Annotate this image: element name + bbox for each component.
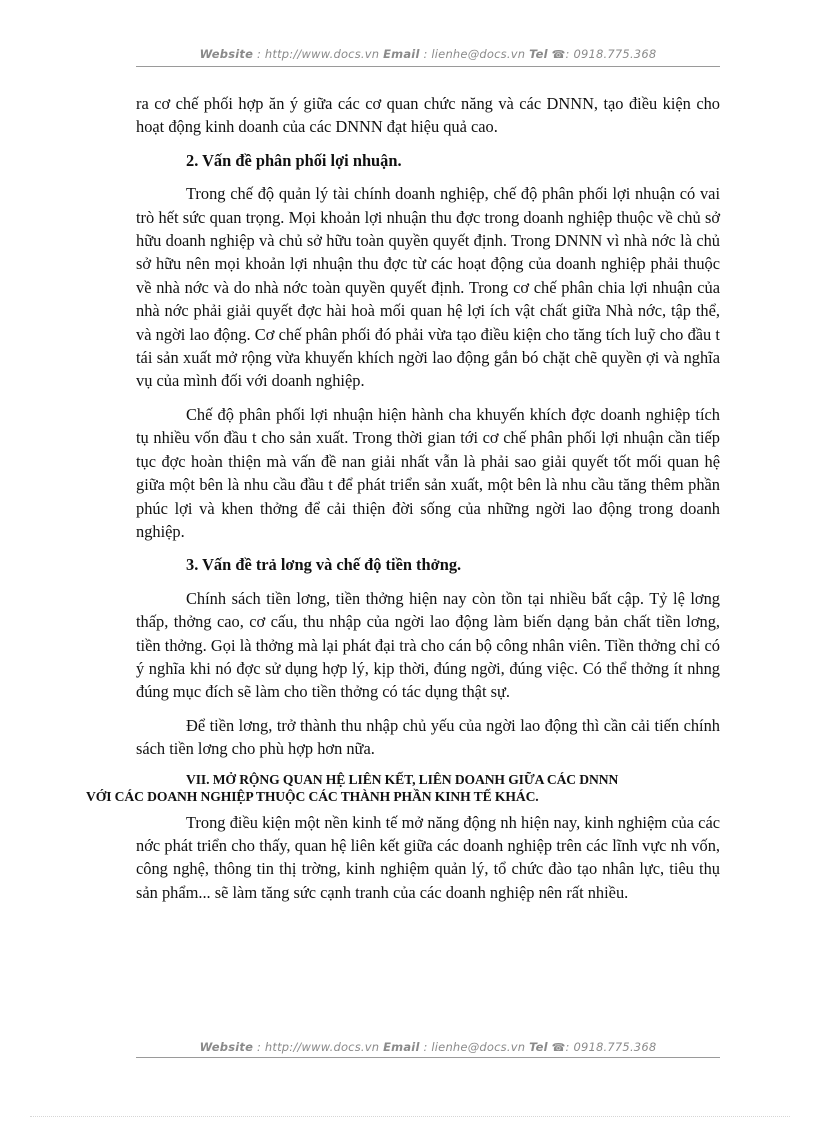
header-website-label: Website: [199, 47, 254, 61]
footer-website-value[interactable]: : http://www.docs.vn: [253, 1040, 384, 1054]
section-vii-paragraph: Trong điều kiện một nền kinh tế mở năng động nh hiện nay, kinh nghiệm của các nớc phát triển cho thấy, quan hệ liên kết giữa các doanh nghiệp trên các lĩnh vực nh vốn, công nghệ, thông tin thị trờng, kinh nghiệm quản lý, tổ chức đào tạo nhân lực, tiêu thụ sản phẩm... sẽ làm tăng sức cạnh tranh của các doanh nghiệp nên rất nhiều.: [136, 812, 720, 902]
section-3-paragraph-1: Chính sách tiền lơng, tiền thởng hiện nay còn tồn tại nhiều bất cập. Tỷ lệ lơng thấp, thởng cao, cơ cấu, thu nhập của ngời lao động làm biến dạng bản chất tiền lơng, tiền thởng. Gọi là thởng mà lại phát đại trà cho cán bộ công nhân viên. Tiền thởng chỉ có ý nghĩa khi nó đợc sử dụng hợp lý, kịp thời, đúng ngời, đúng việc. Có thể thởng ít nhng đúng mục đích sẽ làm cho tiền thởng có tác dụng thật sự.: [136, 588, 720, 702]
section-3-heading: 3. Vấn đề trả lơng và chế độ tiền thởng.: [186, 555, 462, 575]
footer-divider: [136, 1057, 720, 1058]
section-3-paragraph-2: Để tiền lơng, trở thành thu nhập chủ yếu của ngời lao động thì cần cải tiến chính sách tiền lơng cho phù hợp hơn nữa.: [136, 715, 720, 759]
section-vii-heading-line-2: VỚI CÁC DOANH NGHIỆP THUỘC CÁC THÀNH PHẦN KINH TẾ KHÁC.: [86, 788, 539, 804]
section-vii-heading-line-1: VII. MỞ RỘNG QUAN HỆ LIÊN KẾT, LIÊN DOANH GIỮA CÁC DNNN: [186, 771, 619, 787]
footer-tel-label: Tel: [529, 1040, 548, 1054]
page-bottom-dotted-line: [30, 1116, 790, 1117]
header-email-value[interactable]: : lienhe@docs.vn: [419, 47, 530, 61]
header-tel-value: : 0918.775.368: [565, 47, 657, 61]
phone-icon: ☎: [551, 48, 566, 61]
footer-website-label: Website: [199, 1040, 254, 1054]
footer-tel-value: : 0918.775.368: [565, 1040, 657, 1054]
header-website-value[interactable]: : http://www.docs.vn: [253, 47, 384, 61]
header-email-label: Email: [383, 47, 420, 61]
section-2-heading: 2. Vấn đề phân phối lợi nhuận.: [186, 150, 402, 170]
section-2-paragraph-1: Trong chế độ quản lý tài chính doanh nghiệp, chế độ phân phối lợi nhuận có vai trò hết sức quan trọng. Mọi khoản lợi nhuận thu đợc trong doanh nghiệp thuộc về chủ sở hữu doanh nghiệp và chủ sở hữu toàn quyền quyết định. Trong DNNN vì nhà nớc là chủ sở hữu nên mọi khoản lợi nhuận thu đợc từ các hoạt động của doanh nghiệp phải thuộc về nhà nớc và do nhà nớc toàn quyền quyết định. Trong cơ chế phân chia lợi nhuận của nhà nớc phải giải quyết đợc hài hoà mối quan hệ lợi ích vật chất giữa Nhà nớc, tập thể, và ngời lao động. Cơ chế phân phối đó phải vừa tạo điều kiện cho tăng tích luỹ cho đầu t tái sản xuất mở rộng vừa khuyến khích ngời lao động gắn bó chặt chẽ quyền ợi và nghĩa vụ của mình đối với doanh nghiệp.: [136, 184, 720, 391]
header-divider: [136, 66, 720, 67]
footer-email-label: Email: [383, 1040, 420, 1054]
page-footer: [136, 1040, 720, 1054]
header-tel-label: Tel: [529, 47, 548, 61]
intro-paragraph: ra cơ chế phối hợp ăn ý giữa các cơ quan chức năng và các DNNN, tạo điều kiện cho hoạt động kinh doanh của các DNNN đạt hiệu quả cao.: [136, 94, 720, 137]
footer-email-value[interactable]: : lienhe@docs.vn: [419, 1040, 530, 1054]
phone-icon: ☎: [551, 1041, 566, 1054]
document-body: [86, 92, 720, 914]
page-header: [136, 47, 720, 61]
section-2-paragraph-2: Chế độ phân phối lợi nhuận hiện hành cha khuyến khích đợc doanh nghiệp tích tụ nhiều vốn đầu t cho sản xuất. Trong thời gian tới cơ chế phân phối lợi nhuận cần tiếp tục đợc hoàn thiện mà vấn đề nan giải nhất vẫn là phải sao giải quyết tốt mối quan hệ giữa một bên là nhu cầu đầu t để phát triển sản xuất, một bên là nhu cầu tăng thêm phần phúc lợi và khen thởng để cải thiện đời sống của những ngời lao động trong doanh nghiệp.: [136, 404, 720, 541]
section-vii-heading: [86, 771, 720, 805]
